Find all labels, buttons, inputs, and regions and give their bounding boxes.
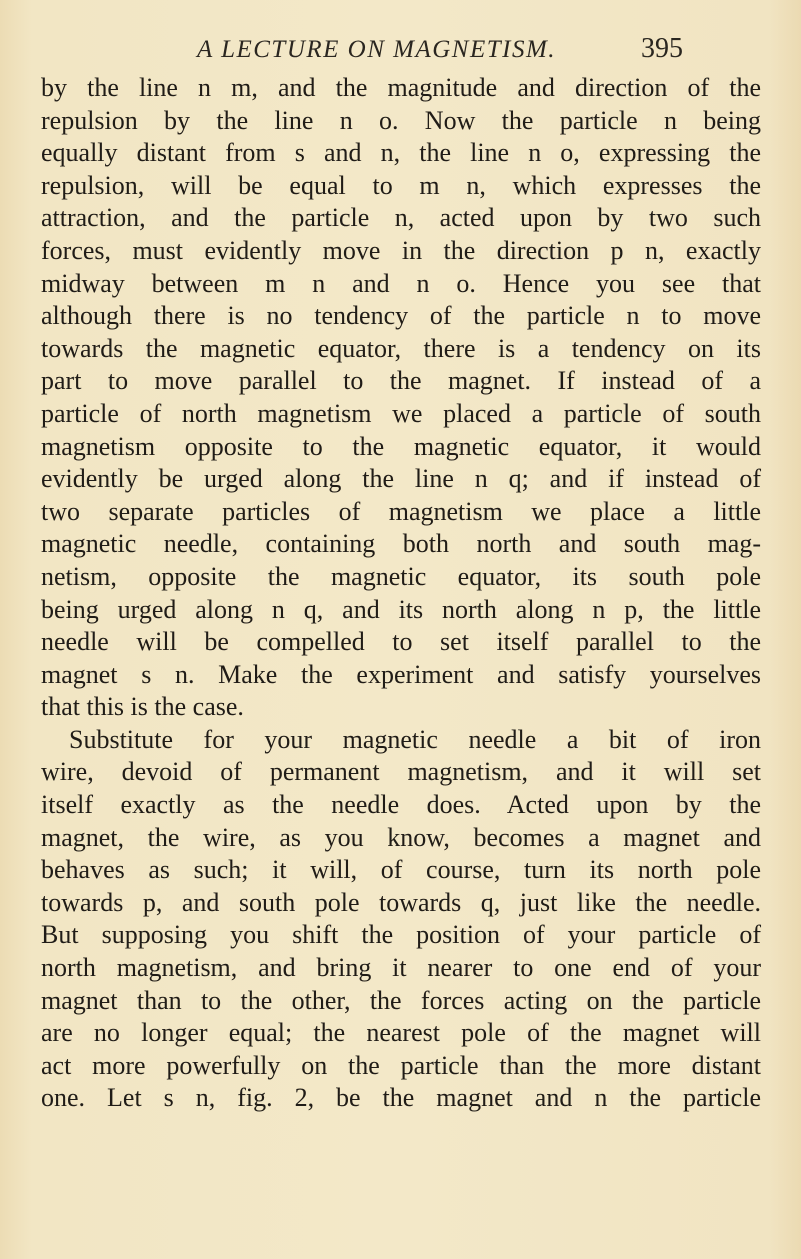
text-line: particle of north magnetism we placed a particle of south [41,398,761,428]
text-line: But supposing you shift the position of your particle of [41,920,761,950]
text-line: being urged along n q, and its north along n p, the little [41,594,761,624]
text-line: wire, devoid of permanent magnetism, and it will set [41,757,761,787]
text-line: towards p, and south pole towards q, just like the needle. [41,887,761,917]
text-line: act more powerfully on the particle than the more distant [41,1050,761,1080]
text-line: repulsion, will be equal to m n, which expresses the [41,170,761,200]
text-line: netism, opposite the magnetic equator, its south pole [41,561,761,591]
text-line: repulsion by the line n o. Now the particle n being [41,105,761,135]
text-line: midway between m n and n o. Hence you see that [41,268,761,298]
text-line: attraction, and the particle n, acted upon by two such [41,203,761,233]
text-line: magnetism opposite to the magnetic equator, it would [41,431,761,461]
body-text [41,72,761,1115]
text-line: itself exactly as the needle does. Acted upon by the [41,790,761,820]
text-line: behaves as such; it will, of course, turn its north pole [41,855,761,885]
text-line: forces, must evidently move in the direction p n, exactly [41,235,761,265]
text-line: by the line n m, and the magnitude and direction of the [41,73,761,102]
text-line: magnet, the wire, as you know, becomes a magnet and [41,822,761,852]
text-line: magnetic needle, containing both north and south mag- [41,529,761,559]
text-line: that this is the case. [41,692,244,722]
text-line: equally distant from s and n, the line n o, expressing the [41,138,761,168]
paragraph-first-line: Substitute for your magnetic needle a bit of iron [69,724,761,754]
text-line: two separate particles of magnetism we place a little [41,496,761,526]
text-line: magnet s n. Make the experiment and satisfy yourselves [41,659,761,689]
text-line: part to move parallel to the magnet. If instead of a [41,366,761,396]
text-line: magnet than to the other, the forces acting on the particle [41,985,761,1015]
running-title: A LECTURE ON MAGNETISM. [197,36,557,63]
text-line: one. Let s n, fig. 2, be the magnet and n the particle [41,1083,761,1113]
text-line: although there is no tendency of the particle n to move [41,301,761,331]
text-line: evidently be urged along the line n q; and if instead of [41,464,761,494]
text-line: north magnetism, and bring it nearer to one end of your [41,953,761,983]
text-line: towards the magnetic equator, there is a tendency on its [41,333,761,363]
page-number: 395 [641,33,683,64]
text-line: needle will be compelled to set itself parallel to the [41,627,761,657]
text-line: are no longer equal; the nearest pole of the magnet will [41,1018,761,1048]
page-header [0,30,801,70]
